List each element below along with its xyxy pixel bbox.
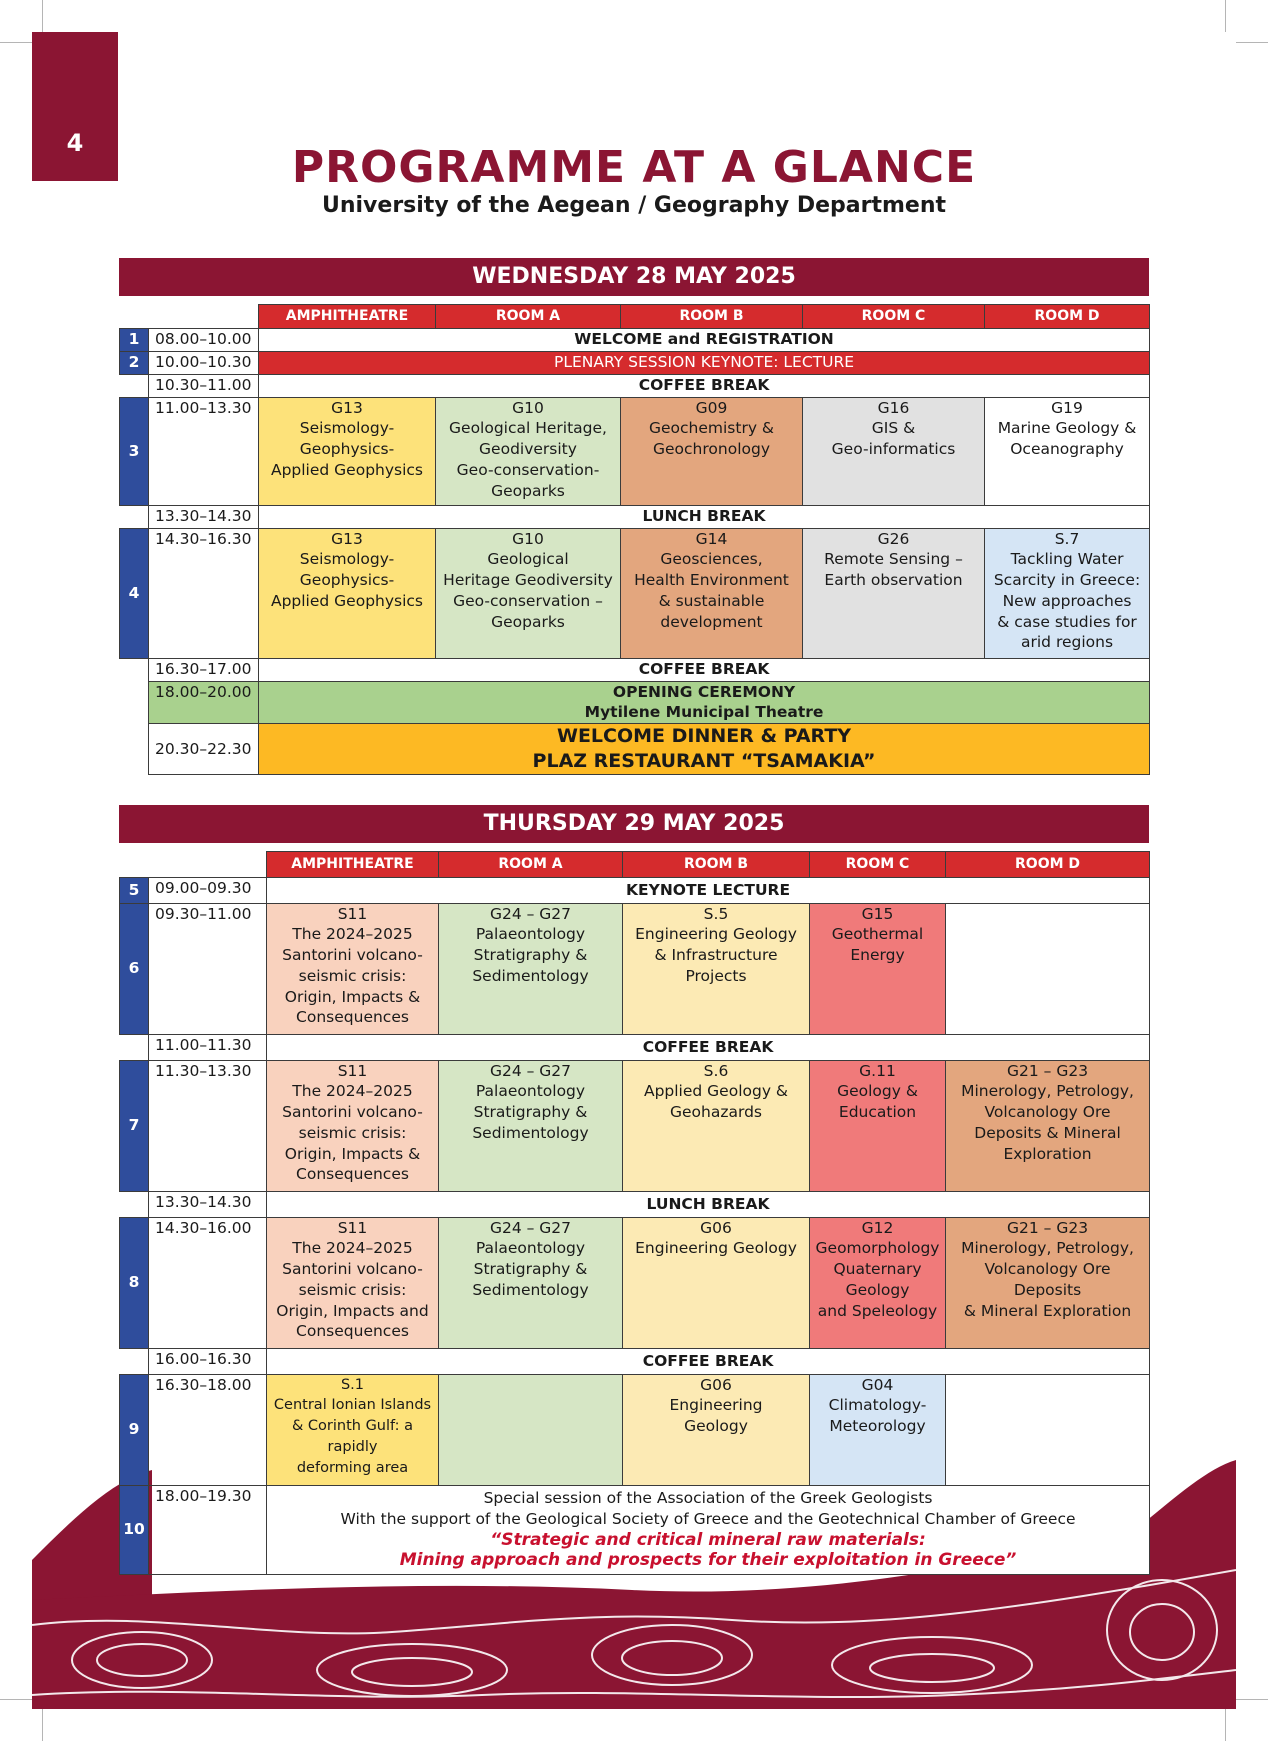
lunch-break: LUNCH BREAK	[259, 505, 1150, 528]
session-cell	[946, 1374, 1150, 1485]
session-topic-line: Deposits & Mineral	[974, 1123, 1121, 1142]
session-code: G13	[331, 398, 363, 417]
session-topic-line: Geophysics-	[299, 440, 395, 459]
session-topic-line: & sustainable	[658, 591, 765, 610]
time-slot: 16.30–18.00	[149, 1374, 267, 1485]
session-number: 6	[120, 903, 149, 1034]
session-topic-line: Geology &	[837, 1082, 918, 1101]
session-code: G06	[700, 1375, 732, 1394]
time-slot: 11.00–11.30	[149, 1034, 267, 1060]
session-cell	[267, 1374, 439, 1485]
session-topic-line: The 2024–2025	[292, 1239, 413, 1258]
session-number: 2	[120, 351, 149, 374]
time-slot: 09.00–09.30	[149, 877, 267, 903]
header-room-c: ROOM C	[803, 304, 985, 328]
session-topic-line: Seismology-	[299, 419, 395, 438]
session-code: G.11	[859, 1061, 896, 1080]
session-topic-line: Palaeontology	[475, 1239, 586, 1258]
session-cell	[621, 528, 803, 658]
crop-mark	[0, 1699, 32, 1700]
schedule-table	[119, 843, 1150, 1575]
session-topic-line: Consequences	[296, 1165, 409, 1184]
time-slot: 18.00–19.30	[149, 1485, 267, 1574]
session-number: 3	[120, 397, 149, 505]
session-topic-line: & Infrastructure	[654, 946, 778, 965]
header-room-a: ROOM A	[436, 304, 621, 328]
session-topic-line: Santorini volcano-	[282, 946, 423, 965]
dinner-title: WELCOME DINNER & PARTY	[556, 725, 852, 748]
crop-mark	[1225, 0, 1226, 32]
session-code: G13	[331, 529, 363, 548]
session-code: G12	[861, 1218, 894, 1237]
session-cell	[267, 903, 439, 1034]
time-slot: 13.30–14.30	[149, 505, 259, 528]
session-code: S.5	[703, 904, 729, 923]
coffee-break: COFFEE BREAK	[259, 374, 1150, 397]
session-cell	[436, 397, 621, 505]
header-room-c: ROOM C	[810, 851, 946, 877]
thursday-schedule	[119, 805, 1149, 1575]
session-code: S11	[337, 904, 368, 923]
session-topic-line: Stratigraphy &	[473, 946, 588, 965]
session-number: 5	[120, 877, 149, 903]
session-topic-line: seismic crisis:	[298, 966, 407, 985]
session-code: G26	[877, 529, 910, 548]
coffee-break: COFFEE BREAK	[267, 1034, 1150, 1060]
session-topic-line: development	[660, 612, 763, 631]
session-topic-line: Geochemistry &	[648, 419, 775, 438]
crop-mark	[42, 0, 43, 32]
session-code: G21 – G23	[1006, 1061, 1089, 1080]
session-topic-line: Engineering Geology	[635, 1239, 797, 1258]
session-cell	[946, 1060, 1150, 1191]
session-code: G21 – G23	[1006, 1218, 1089, 1237]
session-topic-line: Heritage Geodiversity	[443, 571, 613, 590]
ceremony-title: OPENING CEREMONY	[612, 682, 796, 701]
session-topic-line: Engineering	[669, 1396, 763, 1415]
session-topic-line: Geochronology	[653, 440, 770, 459]
session-code: G16	[877, 398, 910, 417]
session-topic-line: Consequences	[296, 1322, 409, 1341]
session-topic-line: Geosciences,	[660, 550, 763, 569]
time-slot: 11.30–13.30	[149, 1060, 267, 1191]
special-session-line: With the support of the Geological Society of Greece and the Geotechnical Chamber of Greece	[340, 1509, 1076, 1528]
session-topic-line: Geothermal	[831, 925, 924, 944]
session-topic-line: Geophysics-	[299, 571, 395, 590]
session-cell	[623, 1217, 810, 1348]
session-topic-line: Santorini volcano-	[282, 1260, 423, 1279]
time-slot: 14.30–16.30	[149, 528, 259, 658]
session-topic-line: Sedimentology	[472, 966, 589, 985]
session-code: G15	[861, 904, 894, 923]
session-topic-line: Applied Geophysics	[270, 591, 424, 610]
session-cell	[439, 1374, 623, 1485]
session-topic-line: Minerology, Petrology,	[961, 1082, 1134, 1101]
crop-mark	[42, 1709, 43, 1741]
session-topic-line: seismic crisis:	[298, 1123, 407, 1142]
session-topic-line: Geo-conservation –	[453, 591, 603, 610]
session-code: S11	[337, 1061, 368, 1080]
special-session-title: Mining approach and prospects for their exploitation in Greece”	[399, 1550, 1017, 1571]
special-session-title: “Strategic and critical mineral raw materials:	[490, 1529, 926, 1550]
session-topic-line: Geology	[684, 1417, 748, 1436]
session-code: G04	[861, 1375, 894, 1394]
session-topic-line: The 2024–2025	[292, 925, 413, 944]
page-subtitle: University of the Aegean / Geography Department	[321, 193, 947, 218]
session-code: G09	[695, 398, 728, 417]
time-slot: 10.30–11.00	[149, 374, 259, 397]
session-topic-line: Seismology-	[299, 550, 395, 569]
session-topic-line: Tackling Water	[1010, 550, 1124, 569]
opening-ceremony	[259, 681, 1150, 724]
session-cell	[810, 1217, 946, 1348]
time-slot: 14.30–16.00	[149, 1217, 267, 1348]
session-cell	[439, 1217, 623, 1348]
session-cell	[946, 1217, 1150, 1348]
session-topic-line: Sedimentology	[472, 1123, 589, 1142]
session-topic-line: Geomorphology	[815, 1239, 940, 1258]
session-code: S.6	[703, 1061, 729, 1080]
crop-mark	[1236, 1699, 1268, 1700]
session-topic-line: Projects	[685, 966, 747, 985]
page-number: 4	[66, 129, 84, 157]
session-cell	[621, 397, 803, 505]
session-topic-line: Engineering Geology	[635, 925, 797, 944]
time-slot: 10.00–10.30	[149, 351, 259, 374]
header-room-a: ROOM A	[439, 851, 623, 877]
wednesday-schedule	[119, 258, 1149, 775]
session-number: 1	[120, 328, 149, 351]
session-topic-line: Geodiversity	[479, 440, 577, 459]
session-code: G24 – G27	[489, 904, 572, 923]
day-title: THURSDAY 29 MAY 2025	[119, 805, 1149, 843]
header-room-d: ROOM D	[985, 304, 1150, 328]
session-topic-line: Volcanology Ore	[984, 1260, 1111, 1279]
session-topic-line: Origin, Impacts &	[284, 987, 421, 1006]
session-topic-line: GIS &	[871, 419, 916, 438]
session-topic-line: arid regions	[1021, 633, 1114, 652]
schedule-table	[119, 296, 1150, 775]
header-amphitheatre: AMPHITHEATRE	[267, 851, 439, 877]
session-code: G19	[1051, 398, 1083, 417]
session-topic-line: The 2024–2025	[292, 1082, 413, 1101]
session-number: 8	[120, 1217, 149, 1348]
session-cell	[439, 1060, 623, 1191]
session-cell	[810, 1060, 946, 1191]
session-topic-line: New approaches	[1002, 591, 1132, 610]
session-topic-line: Oceanography	[1010, 440, 1124, 459]
session-topic-line: Exploration	[1003, 1144, 1092, 1163]
session-topic-line: Health Environment	[634, 571, 789, 590]
time-slot: 16.00–16.30	[149, 1348, 267, 1374]
crop-mark	[1225, 1709, 1226, 1741]
page-title: PROGRAMME AT A GLANCE	[291, 142, 977, 193]
session-topic-line: Energy	[850, 946, 905, 965]
session-code: S.1	[340, 1376, 365, 1393]
session-number: 9	[120, 1374, 149, 1485]
session-topic-line: & Corinth Gulf: a	[292, 1418, 413, 1435]
session-topic-line: Geohazards	[669, 1103, 762, 1122]
crop-mark	[1236, 42, 1268, 43]
session-topic-line: Stratigraphy &	[473, 1260, 588, 1279]
session-number: 7	[120, 1060, 149, 1191]
session-cell	[623, 903, 810, 1034]
session-topic-line: Geo-informatics	[831, 440, 956, 459]
session-topic-line: Climatology-	[828, 1396, 927, 1415]
session-topic-line: Origin, Impacts and	[276, 1301, 429, 1320]
session-cell	[623, 1060, 810, 1191]
header-room-d: ROOM D	[946, 851, 1150, 877]
session-topic-line: Central Ionian Islands	[273, 1397, 432, 1414]
session-topic-line: Quaternary	[833, 1260, 922, 1279]
session-cell	[803, 397, 985, 505]
session-topic-line: Earth observation	[824, 571, 963, 590]
session-topic-line: Santorini volcano-	[282, 1103, 423, 1122]
keynote-lecture: KEYNOTE LECTURE	[267, 877, 1150, 903]
session-topic-line: Geology	[845, 1280, 910, 1299]
time-slot: 08.00–10.00	[149, 328, 259, 351]
session-topic-line: rapidly	[327, 1438, 378, 1455]
session-topic-line: Origin, Impacts &	[284, 1144, 421, 1163]
session-topic-line: Geoparks	[491, 481, 565, 500]
session-topic-line: seismic crisis:	[298, 1280, 407, 1299]
session-code: G10	[512, 398, 544, 417]
session-topic-line: Consequences	[296, 1008, 409, 1027]
time-slot: 20.30–22.30	[149, 724, 259, 775]
session-topic-line: Deposits	[1013, 1280, 1082, 1299]
session-cell	[259, 528, 436, 658]
session-topic-line: Scarcity in Greece:	[993, 571, 1141, 590]
session-topic-line: Volcanology Ore	[984, 1103, 1111, 1122]
session-code: G06	[700, 1218, 732, 1237]
session-topic-line: Palaeontology	[475, 1082, 586, 1101]
session-topic-line: Remote Sensing –	[824, 550, 963, 569]
session-code: S11	[337, 1218, 368, 1237]
session-cell	[436, 528, 621, 658]
session-cell	[803, 528, 985, 658]
session-topic-line: & case studies for	[997, 612, 1137, 631]
session-topic-line: Education	[838, 1103, 917, 1122]
day-title: WEDNESDAY 28 MAY 2025	[119, 258, 1149, 296]
session-topic-line: Sedimentology	[472, 1280, 589, 1299]
session-cell	[267, 1060, 439, 1191]
time-slot: 13.30–14.30	[149, 1191, 267, 1217]
special-session	[267, 1485, 1150, 1574]
session-cell	[985, 528, 1150, 658]
session-code: G14	[695, 529, 728, 548]
session-cell	[810, 1374, 946, 1485]
session-cell	[946, 903, 1150, 1034]
session-topic-line: and Speleology	[817, 1301, 938, 1320]
session-topic-line: Geo-conservation-	[456, 460, 600, 479]
header-amphitheatre: AMPHITHEATRE	[259, 304, 436, 328]
coffee-break: COFFEE BREAK	[259, 658, 1150, 681]
session-cell	[439, 903, 623, 1034]
session-topic-line: & Mineral Exploration	[963, 1301, 1132, 1320]
session-cell	[259, 397, 436, 505]
session-topic-line: Stratigraphy &	[473, 1103, 588, 1122]
plenary-keynote: PLENARY SESSION KEYNOTE: LECTURE	[259, 351, 1150, 374]
session-code: G10	[512, 529, 544, 548]
special-session-line: Special session of the Association of the Greek Geologists	[483, 1488, 933, 1507]
welcome-registration: WELCOME and REGISTRATION	[259, 328, 1150, 351]
session-topic-line: Geological Heritage,	[449, 419, 607, 438]
time-slot: 16.30–17.00	[149, 658, 259, 681]
session-cell	[623, 1374, 810, 1485]
crop-mark	[0, 42, 32, 43]
session-code: G24 – G27	[489, 1218, 572, 1237]
dinner-venue: PLAZ RESTAURANT “TSAMAKIA”	[532, 750, 876, 773]
time-slot: 18.00–20.00	[149, 681, 259, 724]
session-topic-line: Palaeontology	[475, 925, 586, 944]
session-topic-line: Geoparks	[491, 612, 565, 631]
session-cell	[985, 397, 1150, 505]
lunch-break: LUNCH BREAK	[267, 1191, 1150, 1217]
session-topic-line: Minerology, Petrology,	[961, 1239, 1134, 1258]
session-cell	[810, 903, 946, 1034]
time-slot: 11.00–13.30	[149, 397, 259, 505]
header-room-b: ROOM B	[623, 851, 810, 877]
session-topic-line: Marine Geology &	[997, 419, 1137, 438]
header-room-b: ROOM B	[621, 304, 803, 328]
time-slot: 09.30–11.00	[149, 903, 267, 1034]
session-cell	[267, 1217, 439, 1348]
session-number: 4	[120, 528, 149, 658]
session-topic-line: Meteorology	[829, 1417, 926, 1436]
session-topic-line: Applied Geophysics	[270, 460, 424, 479]
session-number: 10	[120, 1485, 149, 1574]
ceremony-venue: Mytilene Municipal Theatre	[584, 703, 824, 722]
session-topic-line: Geological	[487, 550, 569, 569]
session-code: S.7	[1054, 529, 1080, 548]
coffee-break: COFFEE BREAK	[267, 1348, 1150, 1374]
session-topic-line: deforming area	[296, 1459, 409, 1476]
session-topic-line: Applied Geology &	[643, 1082, 789, 1101]
welcome-dinner	[259, 724, 1150, 775]
session-code: G24 – G27	[489, 1061, 572, 1080]
